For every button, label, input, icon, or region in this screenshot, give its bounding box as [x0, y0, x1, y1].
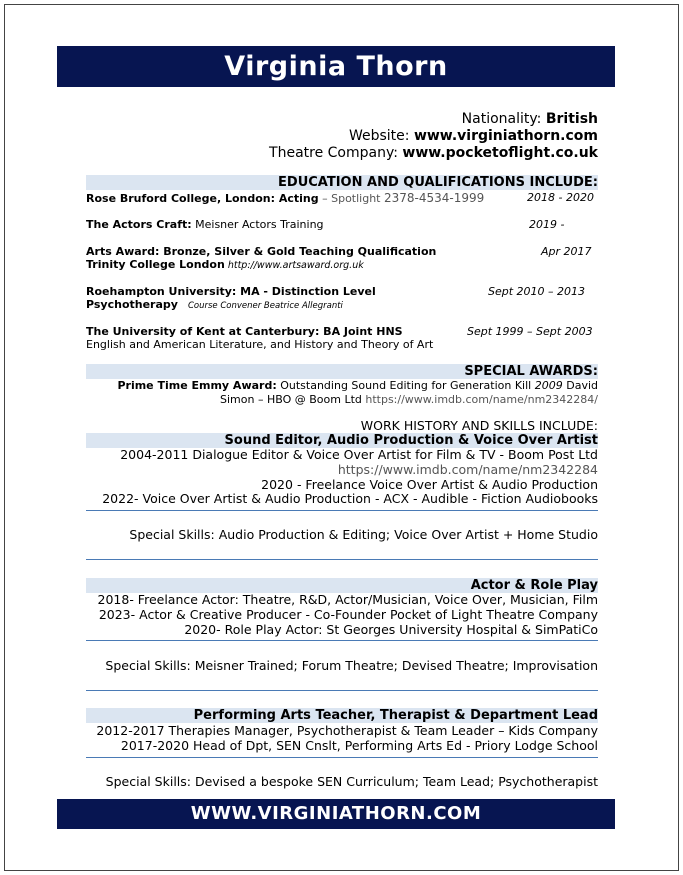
education-entry: The University of Kent at Canterbury: BA Joint HNS	[86, 325, 403, 338]
divider	[86, 757, 598, 758]
divider	[86, 559, 598, 560]
education-dates: Sept 1999 – Sept 2003	[467, 325, 593, 338]
work-section-title: Actor & Role Play	[86, 578, 598, 593]
divider	[86, 510, 598, 511]
special-skills: Special Skills: Meisner Trained; Forum Theatre; Devised Theatre; Improvisation	[105, 658, 598, 673]
education-entry: The Actors Craft: Meisner Actors Training	[86, 218, 324, 231]
theatre-company-line: Theatre Company: www.pocketoflight.co.uk	[269, 145, 598, 161]
work-line: 2018- Freelance Actor: Theatre, R&D, Actor/Musician, Voice Over, Musician, Film	[97, 592, 598, 607]
award-line: Simon – HBO @ Boom Ltd https://www.imdb.com/name/nm2342284/	[220, 393, 598, 406]
work-line: 2004-2011 Dialogue Editor & Voice Over Artist for Film & TV - Boom Post Ltd	[120, 447, 598, 462]
work-section-title: Performing Arts Teacher, Therapist & Department Lead	[86, 708, 598, 723]
education-entry-detail: Psychotherapy Course Convener Beatrice Allegranti	[86, 298, 343, 311]
imdb-link[interactable]: https://www.imdb.com/name/nm2342284/	[365, 393, 598, 406]
special-skills: Special Skills: Audio Production & Editing; Voice Over Artist + Home Studio	[129, 527, 598, 542]
page-title: Virginia Thorn	[224, 51, 448, 82]
name-banner	[57, 46, 615, 87]
work-section-title: Sound Editor, Audio Production & Voice Over Artist	[86, 433, 598, 448]
education-entry: Rose Bruford College, London: Acting – Spotlight 2378-4534-1999	[86, 191, 485, 205]
education-entry-detail: Trinity College London http://www.artsaward.org.uk	[86, 258, 364, 271]
special-skills: Special Skills: Devised a bespoke SEN Curriculum; Team Lead; Psychotherapist	[105, 774, 598, 789]
imdb-link[interactable]: https://www.imdb.com/name/nm2342284	[337, 462, 598, 477]
work-line: 2020- Role Play Actor: St Georges University Hospital & SimPatiCo	[184, 622, 598, 637]
work-line: 2023- Actor & Creative Producer - Co-Founder Pocket of Light Theatre Company	[98, 607, 598, 622]
footer-banner	[57, 799, 615, 829]
work-line: 2022- Voice Over Artist & Audio Production - ACX - Audible - Fiction Audiobooks	[102, 491, 598, 506]
education-dates: Apr 2017	[541, 245, 592, 258]
education-entry-detail: English and American Literature, and History and Theory of Art	[86, 338, 434, 351]
education-dates: Sept 2010 – 2013	[488, 285, 586, 298]
education-heading: EDUCATION AND QUALIFICATIONS INCLUDE:	[86, 175, 598, 190]
education-entry: Roehampton University: MA - Distinction Level	[86, 285, 376, 298]
education-dates: 2019 -	[529, 218, 565, 231]
awards-heading: SPECIAL AWARDS:	[86, 364, 598, 379]
work-heading: WORK HISTORY AND SKILLS INCLUDE:	[360, 418, 598, 433]
education-entry: Arts Award: Bronze, Silver & Gold Teaching Qualification	[86, 245, 437, 258]
website-link[interactable]: www.virginiathorn.com	[413, 128, 598, 144]
award-line: Prime Time Emmy Award: Outstanding Sound Editing for Generation Kill 2009 David	[117, 379, 598, 392]
footer-website-link[interactable]: WWW.VIRGINIATHORN.COM	[190, 803, 482, 824]
nationality-line: Nationality: British	[461, 111, 598, 127]
website-line: Website: www.virginiathorn.com	[348, 128, 598, 144]
work-line: 2017-2020 Head of Dpt, SEN Cnslt, Performing Arts Ed - Priory Lodge School	[120, 738, 598, 753]
divider	[86, 640, 598, 641]
divider	[86, 690, 598, 691]
education-dates: 2018 - 2020	[527, 191, 594, 204]
theatre-company-link[interactable]: www.pocketoflight.co.uk	[402, 145, 598, 161]
arts-award-link[interactable]: http://www.artsaward.org.uk	[224, 260, 364, 271]
work-line: 2012-2017 Therapies Manager, Psychotherapist & Team Leader – Kids Company	[96, 723, 598, 738]
work-line: 2020 - Freelance Voice Over Artist & Audio Production	[261, 477, 598, 492]
